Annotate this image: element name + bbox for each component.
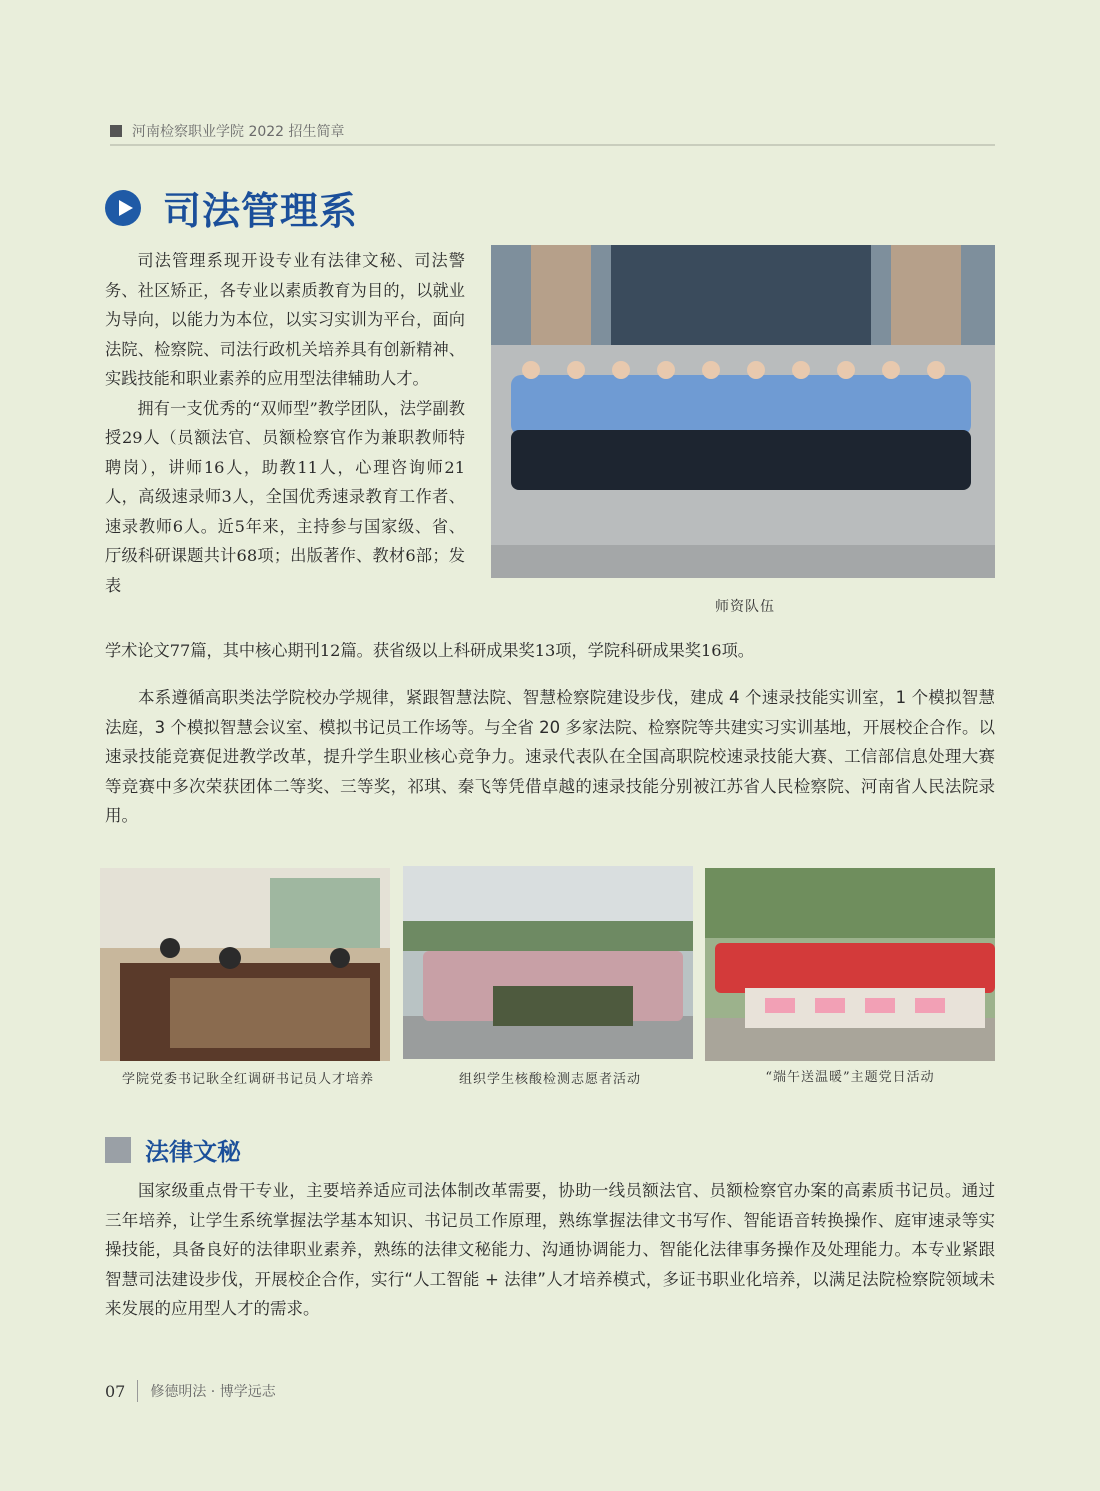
- team-photo: [491, 245, 995, 578]
- section-body-text: 国家级重点骨干专业，主要培养适应司法体制改革需要，协助一线员额法官、员额检察官办案的高素质书记员。通过三年培养，让学生系统掌握法学基本知识、书记员工作原理，熟练掌握法律文书写作、智能语音转换操作、庭审速录等实操技能，具备良好的法律职业素养，熟练的法律文秘能力、沟通协调能力、智能化法律事务操作及处理能力。本专业紧跟智慧司法建设步伐，开展校企合作，实行“人工智能 + 法律”人才培养模式，多证书职业化培养，以满足法院检察院领域未来发展的应用型人才的需求。: [105, 1181, 995, 1319]
- paragraph-2-text: 本系遵循高职类法学院校办学规律，紧跟智慧法院、智慧检察院建设步伐，建成 4 个速录技能实训室，1 个模拟智慧法庭，3 个模拟智慧会议室、模拟书记员工作场等。与全省 20 多家法院、检察院等共建实习实训基地，开展校企合作。以速录技能竞赛促进教学改革，提升学生职业核心竞争力。速录代表队在全国高职院校速录技能大赛、工信部信息处理大赛等竞赛中多次荣获团体二等奖、三等奖，祁琪、秦飞等凭借卓越的速录技能分别被江苏省人民检察院、河南省人民法院录用。: [105, 688, 995, 826]
- section-heading: [105, 1132, 241, 1167]
- section-title: 法律文秘: [145, 1138, 241, 1166]
- footer-motto: 修德明法 · 博学远志: [150, 1384, 276, 1400]
- photo-dragon-boat-caption: “端午送温暖”主题党日活动: [765, 1070, 935, 1085]
- intro-paragraph-2-cont: 学术论文77篇，其中核心期刊12篇。获省级以上科研成果奖13项，学院科研成果奖16项。: [105, 641, 754, 660]
- paragraph-2: [105, 683, 995, 831]
- page-header: [110, 118, 995, 146]
- photo-dragon-boat-image: [705, 868, 995, 1061]
- header-text: 河南检察职业学院 2022 招生简章: [132, 124, 345, 140]
- header-square-icon: [110, 125, 122, 137]
- photo-meeting-caption: 学院党委书记耿全红调研书记员人才培养: [121, 1072, 374, 1087]
- team-photo-image: [491, 245, 995, 578]
- page-number: 07: [105, 1381, 126, 1401]
- play-icon: [105, 190, 141, 226]
- intro-paragraph-2: 拥有一支优秀的“双师型”教学团队，法学副教授29人（员额法官、员额检察官作为兼职教师特聘岗），讲师16人，助教11人，心理咨询师21人，高级速录师3人，全国优秀速录教育工作者、速录教师6人。近5年来，主持参与国家级、省、厅级科研课题共计68项；出版著作、教材6部；发表: [105, 398, 465, 595]
- photo-volunteers-caption: 组织学生核酸检测志愿者活动: [458, 1072, 641, 1087]
- section-body: [105, 1176, 995, 1324]
- footer-divider: [137, 1380, 138, 1402]
- department-title: [105, 180, 358, 235]
- photo-meeting: [100, 868, 390, 1061]
- intro-paragraph-1: 司法管理系现开设专业有法律文秘、司法警务、社区矫正，各专业以素质教育为目的，以就业为导向，以能力为本位，以实习实训为平台，面向法院、检察院、司法行政机关培养具有创新精神、实践技能和职业素养的应用型法律辅助人才。: [105, 251, 465, 388]
- page-title: 司法管理系: [163, 188, 359, 233]
- intro-text: [105, 246, 465, 600]
- photo-volunteers: [403, 866, 693, 1059]
- photo-meeting-image: [100, 868, 390, 1061]
- team-photo-caption: 师资队伍: [715, 599, 775, 615]
- photo-volunteers-image: [403, 866, 693, 1059]
- photo-dragon-boat: [705, 868, 995, 1061]
- page-footer: [105, 1380, 276, 1402]
- section-square-icon: [105, 1137, 131, 1163]
